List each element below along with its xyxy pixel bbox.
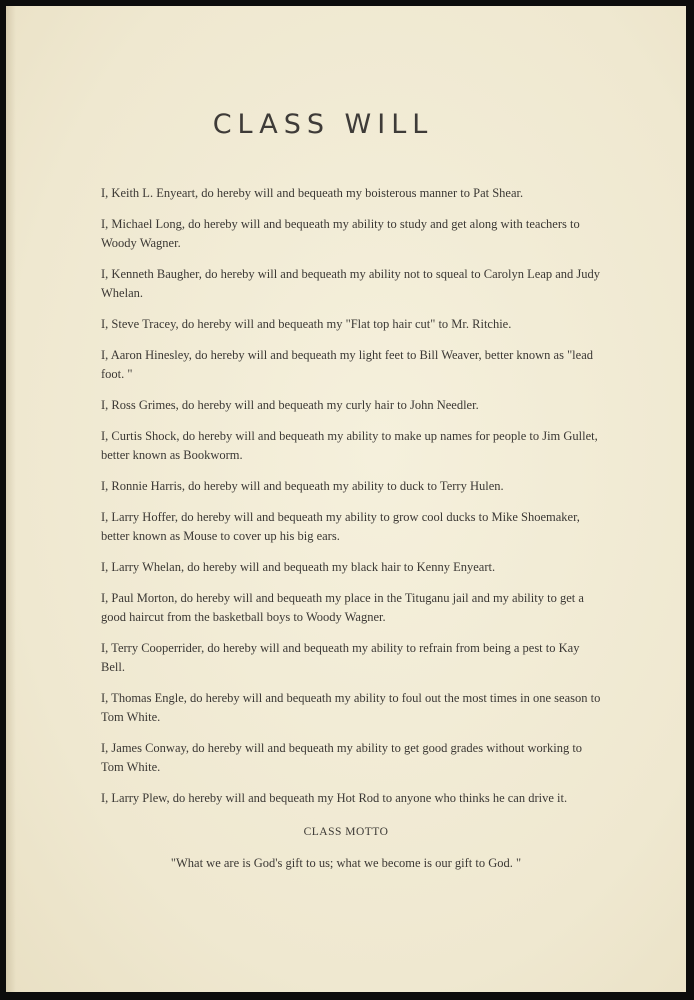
page-title: CLASS WILL (212, 109, 434, 140)
will-entry: I, Terry Cooperrider, do hereby will and bequeath my ability to refrain from being a pest to Kay Bell. (101, 641, 580, 674)
will-entry: I, Aaron Hinesley, do hereby will and bequeath my light feet to Bill Weaver, better known as "lead foot. " (101, 348, 593, 381)
document-page (6, 6, 686, 992)
will-entry: I, Ross Grimes, do hereby will and bequeath my curly hair to John Needler. (101, 398, 479, 412)
will-entry: I, Curtis Shock, do hereby will and bequeath my ability to make up names for people to Jim Gullet, better known as Bookworm. (101, 429, 598, 462)
will-entry: I, Larry Whelan, do hereby will and bequeath my black hair to Kenny Enyeart. (101, 560, 496, 574)
will-entry: I, Paul Morton, do hereby will and bequeath my place in the Tituganu jail and my ability to get a good haircut from the basketball boys to Woody Wagner. (101, 591, 584, 624)
will-entry: I, James Conway, do hereby will and bequeath my ability to get good grades without working to Tom White. (101, 741, 583, 774)
class-motto-text: "What we are is God's gift to us; what we become is our gift to God. " (170, 856, 522, 870)
page-edge-shadow (6, 6, 16, 992)
will-entry: I, Larry Hoffer, do hereby will and bequeath my ability to grow cool ducks to Mike Shoemaker, better known as Mouse to cover up his big ears. (101, 510, 580, 543)
will-entry: I, Kenneth Baugher, do hereby will and bequeath my ability not to squeal to Carolyn Leap and Judy Whelan. (101, 267, 601, 300)
will-entry: I, Steve Tracey, do hereby will and bequeath my "Flat top hair cut" to Mr. Ritchie. (101, 317, 512, 331)
will-entry: I, Thomas Engle, do hereby will and bequeath my ability to foul out the most times in one season to Tom White. (101, 691, 601, 724)
will-entry: I, Michael Long, do hereby will and bequeath my ability to study and get along with teachers to Woody Wagner. (101, 217, 580, 250)
class-motto-heading: CLASS MOTTO (303, 826, 389, 838)
will-entry: I, Larry Plew, do hereby will and bequeath my Hot Rod to anyone who thinks he can drive it. (101, 791, 568, 805)
will-entry: I, Ronnie Harris, do hereby will and bequeath my ability to duck to Terry Hulen. (101, 479, 504, 493)
will-entry: I, Keith L. Enyeart, do hereby will and bequeath my boisterous manner to Pat Shear. (101, 186, 524, 200)
will-entries (101, 184, 601, 820)
